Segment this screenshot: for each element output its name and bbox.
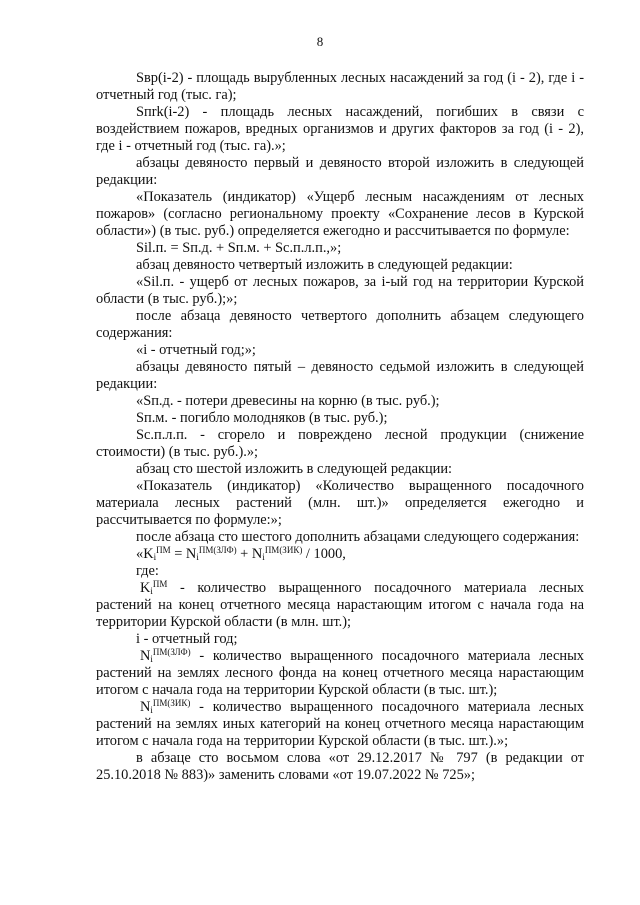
paragraph-n-zik-definition [96,699,584,750]
n-sub-i: i [150,705,153,715]
formula-seedlings [96,546,584,563]
paragraph-i-definition: «i - отчетный год;»; [136,342,256,358]
paragraph-add-after-106: после абзаца сто шестого дополнить абзацами следующего содержания: [136,529,580,545]
formula-sub-i: i [262,552,265,562]
paragraph-svr: Sвр(i-2) - площадь вырубленных лесных насаждений за год (i - 2), где i - отчетный год (тыс. га); [96,70,584,103]
k-definition-text: - количество выращенного посадочного материала лесных растений на конец отчетного месяца нарастающим итогом с начала года на территории Курской области (в млн. шт.); [96,580,584,630]
paragraph-amend-91-92: абзацы девяносто первый и девяносто второй изложить в следующей редакции: [96,155,584,188]
formula-equals-n: = N [170,546,197,562]
n-sub-i: i [150,654,153,664]
formula-sup-pm: ПМ [156,545,171,555]
document-body [96,70,584,784]
paragraph-spm-definition: Sп.м. - погибло молодняков (в тыс. руб.); [136,410,388,426]
paragraph-indicator-damage: «Показатель (индикатор) «Ущерб лесным насаждениям от лесных пожаров» (согласно региональному проекту «Сохранение лесов в Курской области») (в тыс. руб.) определяется ежегодно и рассчитывается по формуле: [96,189,584,239]
formula-divide: / 1000, [302,546,346,562]
n-symbol: N [140,648,151,664]
paragraph-sspl-definition: Sс.п.л.п. - сгорело и повреждено лесной продукции (снижение стоимости) (в тыс. руб.).»; [96,427,584,460]
n-sup-pm-zlf: ПМ(ЗЛФ) [152,647,191,657]
paragraph-i-year: i - отчетный год; [136,631,238,647]
formula-open: «K [136,546,154,562]
paragraph-amend-106: абзац сто шестой изложить в следующей редакции: [136,461,453,477]
formula-damage: Sil.п. = Sп.д. + Sп.м. + Sс.п.л.п.,»; [136,240,342,256]
paragraph-n-zlf-definition [96,648,584,699]
k-sup-pm: ПМ [152,579,168,589]
n-symbol: N [140,699,151,715]
formula-sup-pm-zik: ПМ(ЗИК) [264,545,303,555]
formula-sub-i: i [196,552,199,562]
n-zlf-definition-text: - количество выращенного посадочного материала лесных растений на землях лесного фонда на конец отчетного месяца нарастающим итогом с начала года на территории Курской области (в тыс. шт.); [96,648,584,698]
paragraph-sil-definition: «Sil.п. - ущерб от лесных пожаров, за i-ый год на территории Курской области (в тыс. руб.);»; [96,274,584,307]
paragraph-spd-definition: «Sп.д. - потери древесины на корню (в тыс. руб.); [136,393,440,409]
page-number: 8 [316,34,324,49]
formula-plus-n: + N [236,546,263,562]
formula-sub-i: i [153,552,157,562]
k-sub-i: i [150,586,153,596]
paragraph-k-definition [96,580,584,631]
paragraph-add-after-94: после абзаца девяносто четвертого дополнить абзацем следующего содержания: [96,308,584,341]
paragraph-sprk: Sпrk(i-2) - площадь лесных насаждений, погибших в связи с воздействием пожаров, вредных организмов и других факторов за год (i - 2), где i - отчетный год (тыс. га).»; [96,104,584,154]
paragraph-amend-94: абзац девяносто четвертый изложить в следующей редакции: [136,257,513,273]
formula-sup-pm-zlf: ПМ(ЗЛФ) [198,545,237,555]
k-symbol: K [140,580,151,596]
paragraph-indicator-seedlings: «Показатель (индикатор) «Количество выращенного посадочного материала лесных растений (млн. шт.)» определяется ежегодно и рассчитывается по формуле:»; [96,478,584,528]
paragraph-amend-95-97: абзацы девяносто пятый – девяносто седьмой изложить в следующей редакции: [96,359,584,392]
paragraph-where: где: [136,563,159,579]
n-sup-pm-zik: ПМ(ЗИК) [152,698,191,708]
paragraph-amend-108: в абзаце сто восьмом слова «от 29.12.2017 № 797 (в редакции от 25.10.2018 № 883)» заменить словами «от 19.07.2022 № 725»; [96,750,584,783]
n-zik-definition-text: - количество выращенного посадочного материала лесных растений на землях иных категорий на конец отчетного месяца нарастающим итогом с начала года на территории Курской области (в тыс. шт.).»; [96,699,584,749]
